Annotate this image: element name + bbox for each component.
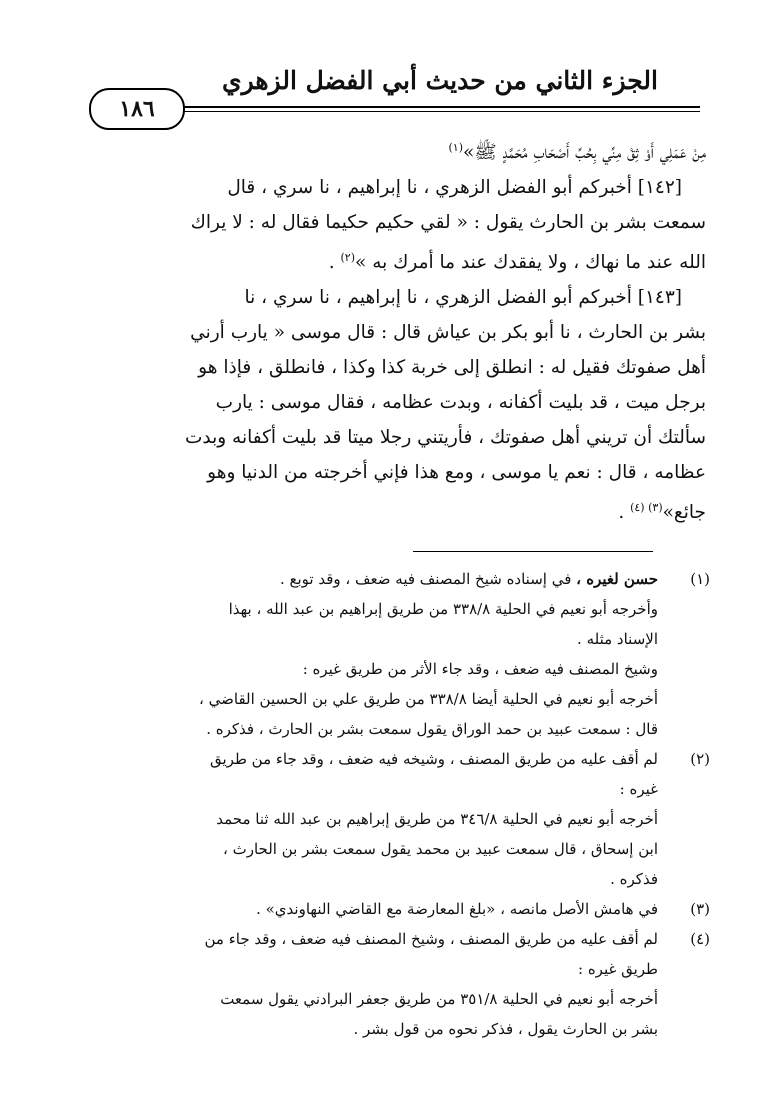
footnote-number: (١) [690, 570, 710, 588]
footnote-3 [100, 894, 710, 924]
footnote-line: قال : سمعت عبيد بن حمد الوراق يقول سمعت بشر بن الحارث ، فذكره . [206, 720, 658, 738]
footnote-number: (٣) [690, 900, 710, 918]
text-line: أهل صفوتك فقيل له : انطلق إلى خربة كذا وكذا ، فانطلق ، فإذا هو [198, 357, 706, 379]
footnote-1 [100, 564, 710, 744]
text-line: [١٤٢] أخبركم أبو الفضل الزهري ، نا إبراهيم ، نا سري ، قال [227, 177, 682, 199]
footnote-line: غيره : [619, 780, 658, 798]
grade-label: حسن لغيره ، [576, 570, 658, 588]
footnote-4 [100, 924, 710, 1044]
footnote-line: أخرجه أبو نعيم في الحلية ٣٤٦/٨ من طريق إبراهيم بن عبد الله ثنا محمد [216, 810, 658, 828]
text-line: سمعت بشر بن الحارث يقول : « لقي حكيم حكيما فقال له : لا يراك [190, 212, 706, 234]
footnote-2 [100, 744, 710, 894]
footnote-number: (٤) [690, 930, 710, 948]
footnote-line: في هامش الأصل مانصه ، «بلغ المعارضة مع القاضي النهاوندي» . [256, 900, 658, 918]
page-number: ١٨٦ [89, 88, 185, 130]
footnote-line: فذكره . [610, 870, 658, 888]
footnote-line: وأخرجه أبو نعيم في الحلية ٣٣٨/٨ من طريق إبراهيم بن عبد الله ، بهذا [228, 600, 658, 618]
footnote-number: (٢) [690, 750, 710, 768]
footnote-line: أخرجه أبو نعيم في الحلية أيضا ٣٣٨/٨ من طريق علي بن الحسين القاضي ، [199, 690, 658, 708]
footnote-line: أخرجه أبو نعيم في الحلية ٣٥١/٨ من طريق جعفر البرادني يقول سمعت [220, 990, 658, 1008]
footnote-line: لم أقف عليه من طريق المصنف ، وشيخه فيه ضعف ، وقد جاء من طريق [209, 750, 658, 768]
text-line: عظامه ، قال : نعم يا موسى ، ومع هذا فإني أخرجته من الدنيا وهو [207, 462, 706, 484]
footnote-line: الإسناد مثله . [577, 630, 658, 648]
header-rule [95, 106, 700, 108]
text-line: مِنْ عَمَلِي أَوْ ثِقْ مِنِّي بِحُبِّ أَصْحَابِ مُحَمَّدٍ ﷺ»$^{(١)}$ [448, 141, 706, 164]
footnotes [100, 564, 710, 1044]
text-line: بشر بن الحارث ، نا أبو بكر بن عياش قال : قال موسى « يارب أرني [190, 322, 706, 344]
footnote-line: وشيخ المصنف فيه ضعف ، وقد جاء الأثر من طريق غيره : [302, 660, 658, 678]
text-line: [١٤٣] أخبركم أبو الفضل الزهري ، نا إبراهيم ، نا سري ، نا [244, 287, 682, 309]
footnote-separator [413, 551, 653, 552]
footnote-line: ابن إسحاق ، قال سمعت عبيد بن محمد يقول سمعت بشر بن الحارث ، [222, 840, 658, 858]
header-rule-thin [95, 111, 700, 112]
running-title: الجزء الثاني من حديث أبي الفضل الزهري [222, 66, 658, 95]
footnote-line: حسن لغيره ، في إسناده شيخ المصنف فيه ضعف ، وقد توبع . [279, 570, 658, 588]
footnote-ref: (٢) [340, 251, 355, 265]
text-line: سألتك أن تريني أهل صفوتك ، فأريتني رجلا ميتا قد بليت أكفانه وبدت [184, 427, 706, 449]
footnote-line: بشر بن الحارث يقول ، فذكر نحوه من قول بشر . [353, 1020, 658, 1038]
footnote-ref: (٣) (٤) [630, 501, 663, 515]
text-line: برجل ميت ، قد بليت أكفانه ، وبدت عظامه ، فقال موسى : يارب [215, 392, 706, 414]
footnote-line: طريق غيره : [578, 960, 658, 978]
footnote-ref: (١) [448, 141, 464, 154]
page-header [95, 58, 700, 120]
text-line: الله عند ما نهاك ، ولا يفقدك عند ما أمرك به »$^{(٢)}$ . [328, 251, 706, 274]
main-text [106, 130, 706, 530]
footnote-line: لم أقف عليه من طريق المصنف ، وشيخ المصنف فيه ضعف ، وقد جاء من [204, 930, 658, 948]
text-line: جائع»$^{(٣) (٤)}$ . [618, 501, 706, 524]
